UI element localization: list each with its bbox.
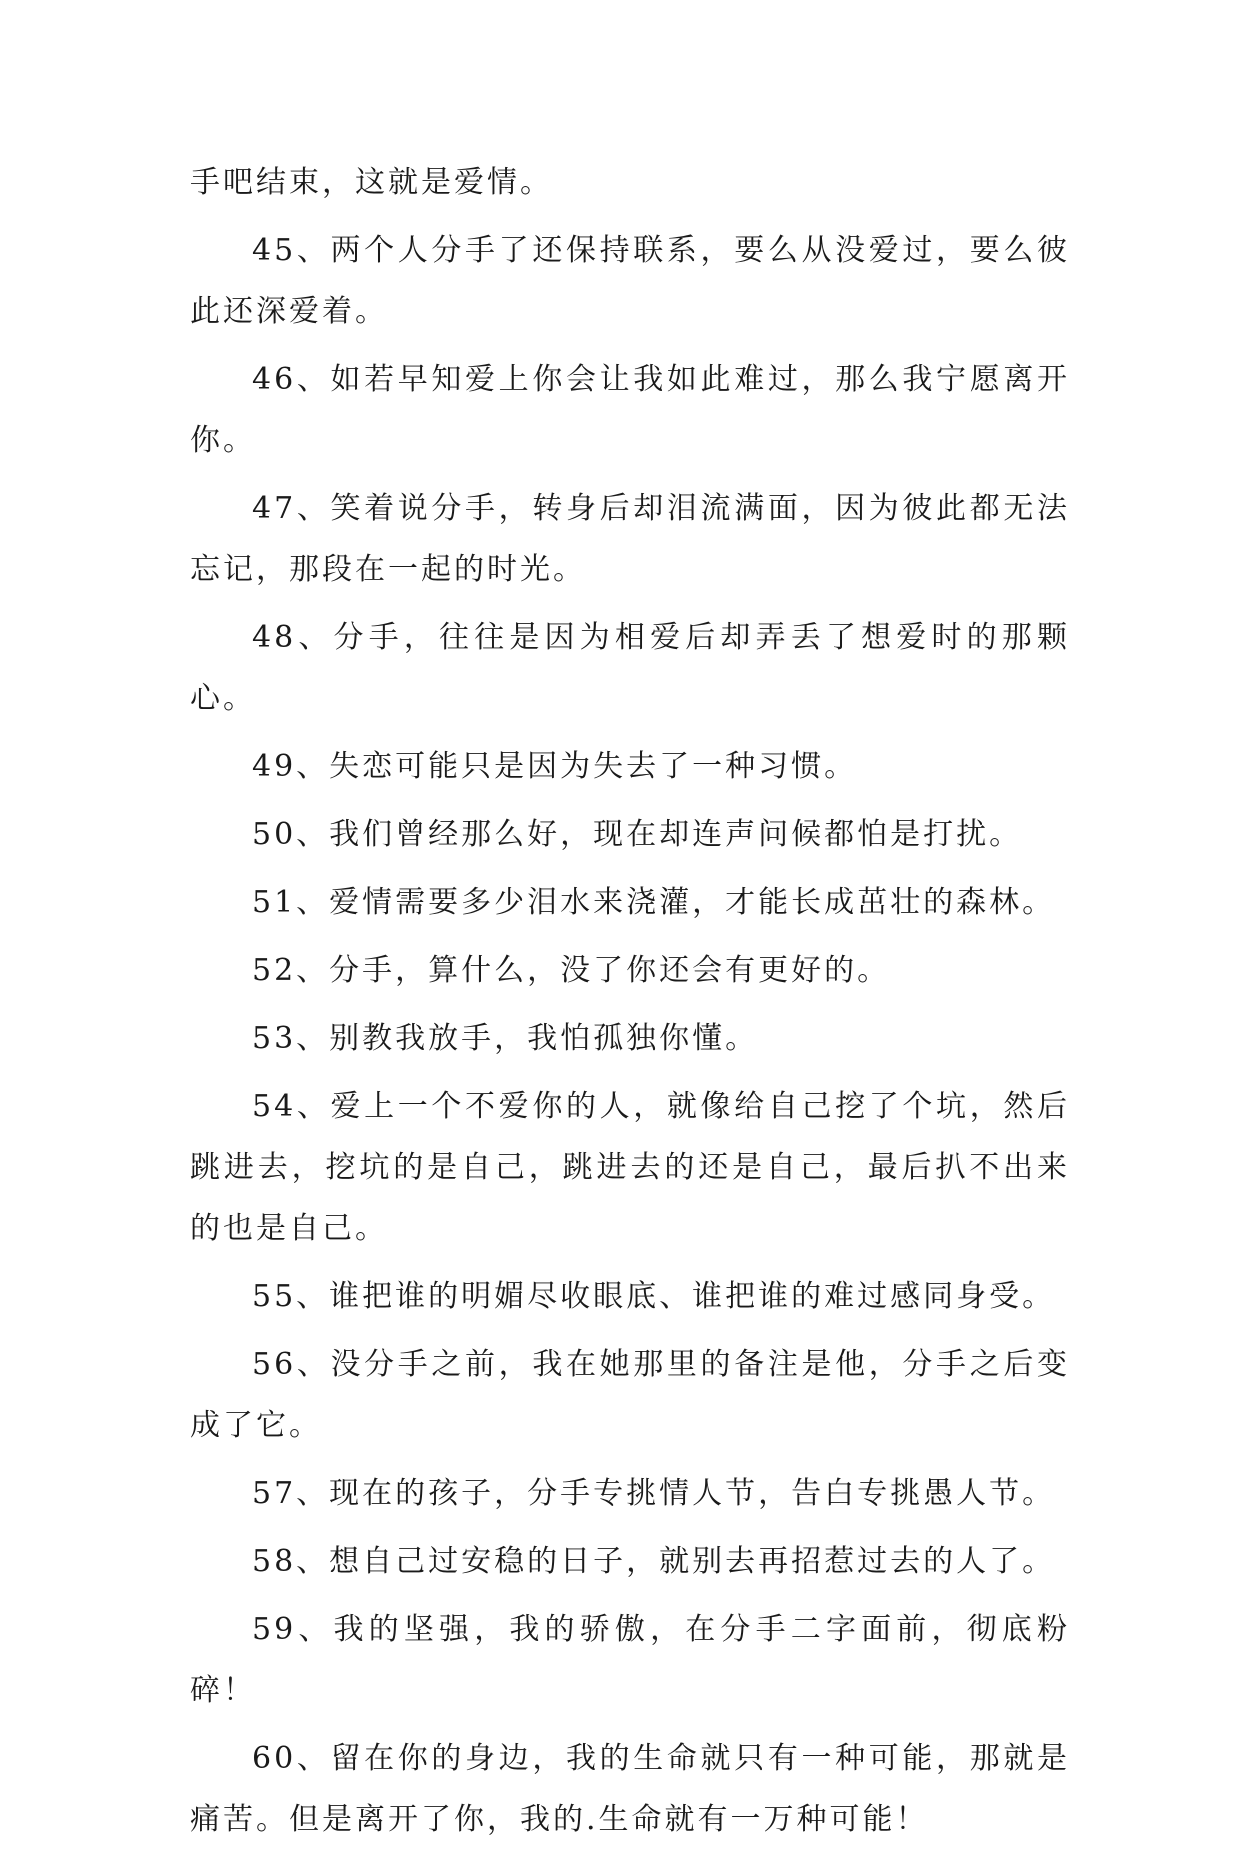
document-body [190, 152, 1070, 1857]
paragraph-45: 45、两个人分手了还保持联系，要么从没爱过，要么彼此还深爱着。 [190, 233, 1070, 329]
paragraph-49: 49、失恋可能只是因为失去了一种习惯。 [252, 749, 858, 784]
paragraph-47: 47、笑着说分手，转身后却泪流满面，因为彼此都无法忘记，那段在一起的时光。 [190, 491, 1070, 587]
paragraph-54: 54、爱上一个不爱你的人，就像给自己挖了个坑，然后跳进去，挖坑的是自己，跳进去的还是自己，最后扒不出来的也是自己。 [190, 1089, 1070, 1246]
paragraph-50: 50、我们曾经那么好，现在却连声问候都怕是打扰。 [252, 817, 1023, 852]
paragraph-58: 58、想自己过安稳的日子，就别去再招惹过去的人了。 [252, 1544, 1056, 1579]
paragraph-53: 53、别教我放手，我怕孤独你懂。 [252, 1021, 759, 1056]
paragraph-48: 48、分手，往往是因为相爱后却弄丢了想爱时的那颗心。 [190, 620, 1070, 716]
paragraph-60: 60、留在你的身边，我的生命就只有一种可能，那就是痛苦。但是离开了你，我的.生命就有一万种可能！ [190, 1741, 1070, 1837]
paragraph-46: 46、如若早知爱上你会让我如此难过，那么我宁愿离开你。 [190, 362, 1070, 458]
paragraph-52: 52、分手，算什么，没了你还会有更好的。 [252, 953, 891, 988]
paragraph-57: 57、现在的孩子，分手专挑情人节，告白专挑愚人节。 [252, 1476, 1056, 1511]
paragraph-55: 55、谁把谁的明媚尽收眼底、谁把谁的难过感同身受。 [252, 1279, 1056, 1314]
paragraph-51: 51、爱情需要多少泪水来浇灌，才能长成茁壮的森林。 [252, 885, 1056, 920]
paragraph-59: 59、我的坚强，我的骄傲，在分手二字面前，彻底粉碎！ [190, 1612, 1070, 1708]
paragraph-continuation: 手吧结束，这就是爱情。 [190, 165, 553, 200]
paragraph-56: 56、没分手之前，我在她那里的备注是他，分手之后变成了它。 [190, 1347, 1070, 1443]
